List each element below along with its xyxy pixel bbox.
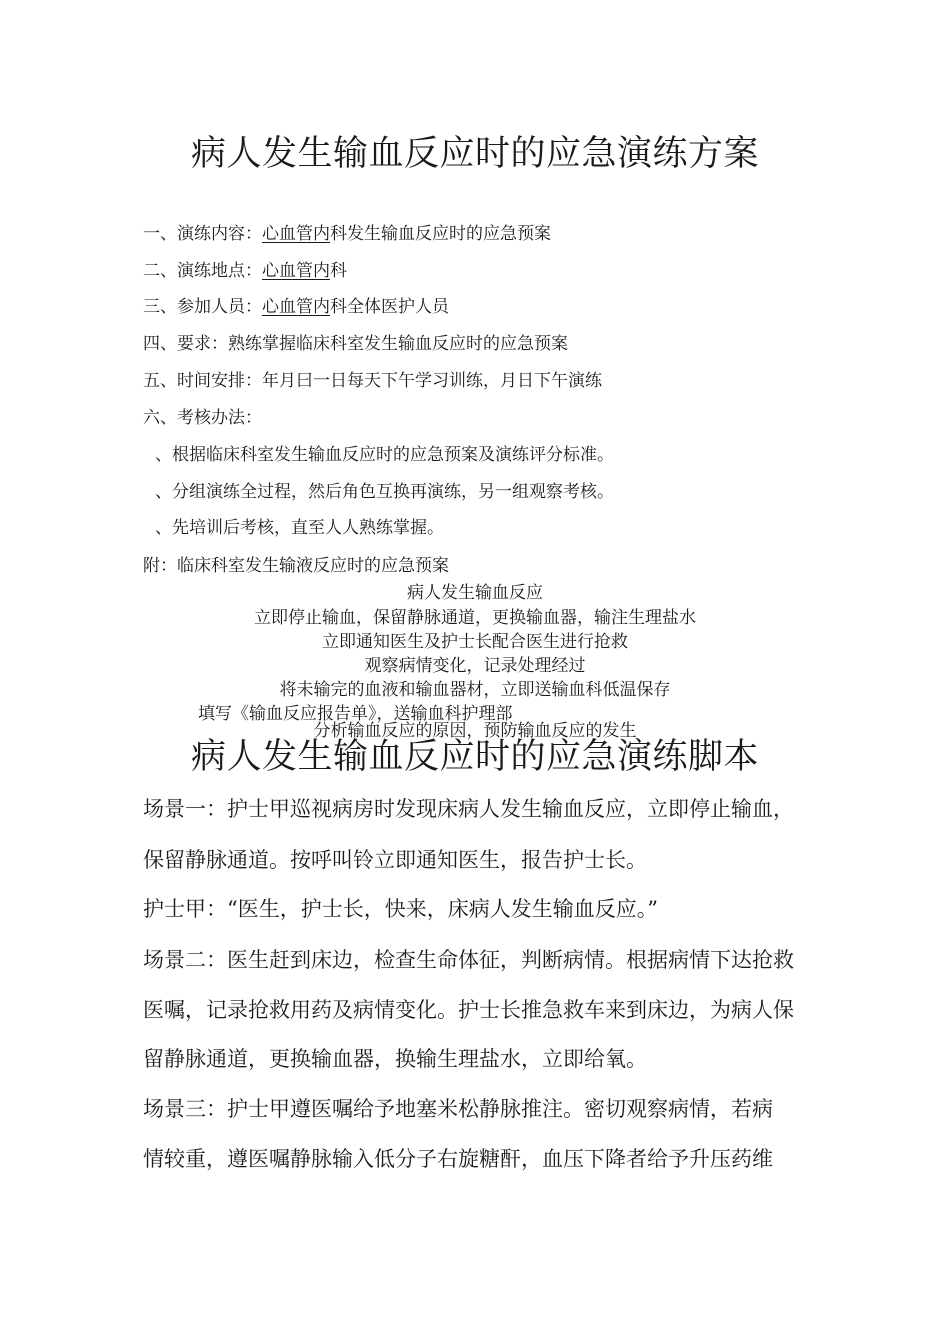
script-line: 场景二：医生赶到床边，检查生命体征，判断病情。根据病情下达抢救 [143,948,794,972]
assessment-item: 、先培训后考核，直至人人熟练掌握。 [155,518,444,538]
script-line: 医嘱，记录抢救用药及病情变化。护士长推急救车来到床边，为病人保 [143,998,794,1022]
script-line: 护士甲：“医生，护士长，快来，床病人发生输血反应。” [143,897,658,921]
plan-item-schedule: 五、时间安排：年月曰一日每天下午学习训练，月日下午演练 [143,371,602,391]
plan-item-requirement: 四、要求：熟练掌握临床科室发生输血反应时的应急预案 [143,334,568,354]
script-title: 病人发生输血反应时的应急演练脚本 [190,737,759,777]
underlined-dept: 心血管内 [262,297,330,317]
flow-step: 将未输完的血液和输血器材，立即送输血科低温保存 [279,680,671,700]
plan-item-participants: 三、参加人员：心血管内科全体医护人员 [143,297,449,317]
plan-item-assessment: 六、考核办法： [143,408,262,428]
underlined-dept: 心血管内 [262,261,330,281]
script-line: 留静脉通道，更换输血器，换输生理盐水，立即给氧。 [143,1047,647,1071]
plan-title: 病人发生输血反应时的应急演练方案 [190,134,759,174]
script-line: 场景一：护士甲巡视病房时发现床病人发生输血反应，立即停止输血， [143,797,794,821]
plan-item-content: 一、演练内容：心血管内科发生输血反应时的应急预案 [143,224,551,244]
flow-step: 分析输血反应的原因，预防输血反应的发生 [313,721,637,741]
script-line: 场景三：护士甲遵医嘱给予地塞米松静脉推注。密切观察病情，若病 [143,1097,773,1121]
appendix-heading: 附：临床科室发生输液反应时的应急预案 [143,556,449,576]
flow-step: 病人发生输血反应 [407,583,543,603]
flow-step: 立即通知医生及护士长配合医生进行抢救 [322,632,628,652]
assessment-item: 、根据临床科室发生输血反应时的应急预案及演练评分标准。 [155,445,614,465]
flow-step: 观察病情变化，记录处理经过 [364,656,586,676]
script-line: 保留静脉通道。按呼叫铃立即通知医生，报告护士长。 [143,848,647,872]
flow-step: 立即停止输血，保留静脉通道，更换输血器，输注生理盐水 [254,608,696,628]
flow-step: 填写《输血反应报告单》，送输血科护理部 [198,704,513,724]
script-line: 情较重，遵医嘱静脉输入低分子右旋糖酐，血压下降者给予升压药维 [143,1147,773,1171]
plan-item-location: 二、演练地点：心血管内科 [143,261,347,281]
assessment-item: 、分组演练全过程，然后角色互换再演练，另一组观察考核。 [155,482,614,502]
underlined-dept: 心血管内 [262,224,330,244]
